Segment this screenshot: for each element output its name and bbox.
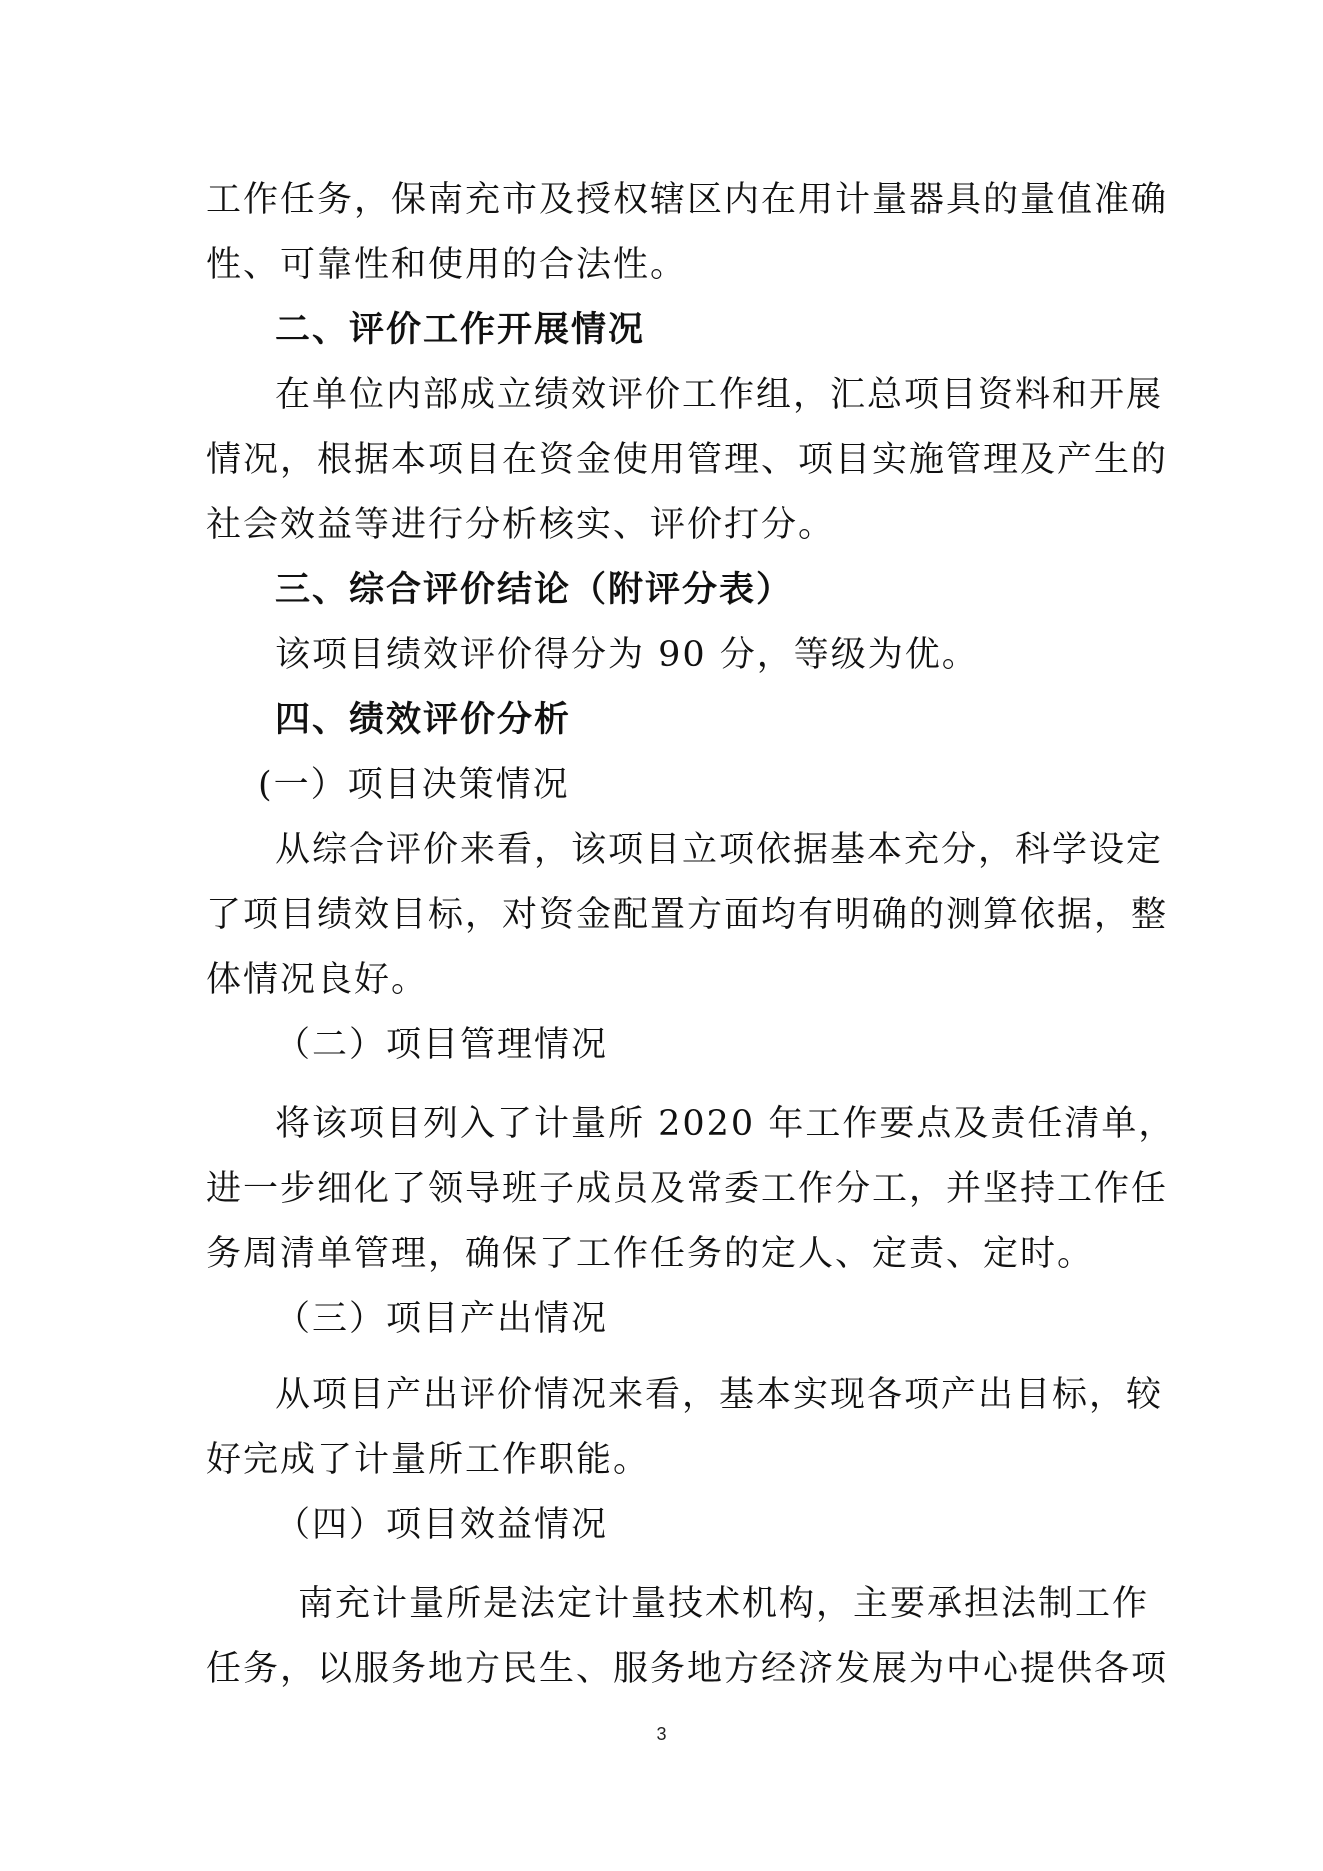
- subsection-heading: (一）项目决策情况: [258, 765, 570, 805]
- body-line: 从综合评价来看，该项目立项依据基本充分，科学设定: [275, 830, 1164, 870]
- body-line: 体情况良好。: [206, 960, 429, 1000]
- body-line: 性、可靠性和使用的合法性。: [206, 245, 688, 285]
- section-heading: 四、绩效评价分析: [275, 700, 572, 740]
- page-number: 3: [656, 1724, 667, 1744]
- body-line: 将该项目列入了计量所 2020 年工作要点及责任清单，: [275, 1104, 1176, 1144]
- body-line: 该项目绩效评价得分为 90 分，等级为优。: [275, 635, 979, 675]
- section-heading: 二、评价工作开展情况: [275, 310, 646, 350]
- body-line: 情况，根据本项目在资金使用管理、项目实施管理及产生的: [206, 440, 1169, 480]
- body-line: 工作任务，保南充市及授权辖区内在用计量器具的量值准确: [206, 180, 1169, 220]
- body-line: 南充计量所是法定计量技术机构，主要承担法制工作: [298, 1584, 1150, 1624]
- body-line: 在单位内部成立绩效评价工作组，汇总项目资料和开展: [275, 375, 1164, 415]
- body-line: 社会效益等进行分析核实、评价打分。: [206, 505, 836, 545]
- body-line: 好完成了计量所工作职能。: [206, 1440, 651, 1480]
- subsection-heading: （二）项目管理情况: [275, 1025, 609, 1065]
- subsection-heading: （三）项目产出情况: [275, 1299, 609, 1339]
- body-line: 务周清单管理，确保了工作任务的定人、定责、定时。: [206, 1234, 1095, 1274]
- body-line: 了项目绩效目标，对资金配置方面均有明确的测算依据，整: [206, 895, 1169, 935]
- body-line: 进一步细化了领导班子成员及常委工作分工，并坚持工作任: [206, 1169, 1169, 1209]
- body-line: 任务，以服务地方民生、服务地方经济发展为中心提供各项: [206, 1649, 1169, 1689]
- subsection-heading: （四）项目效益情况: [275, 1505, 609, 1545]
- section-heading: 三、综合评价结论（附评分表）: [275, 570, 794, 610]
- body-line: 从项目产出评价情况来看，基本实现各项产出目标，较: [275, 1375, 1164, 1415]
